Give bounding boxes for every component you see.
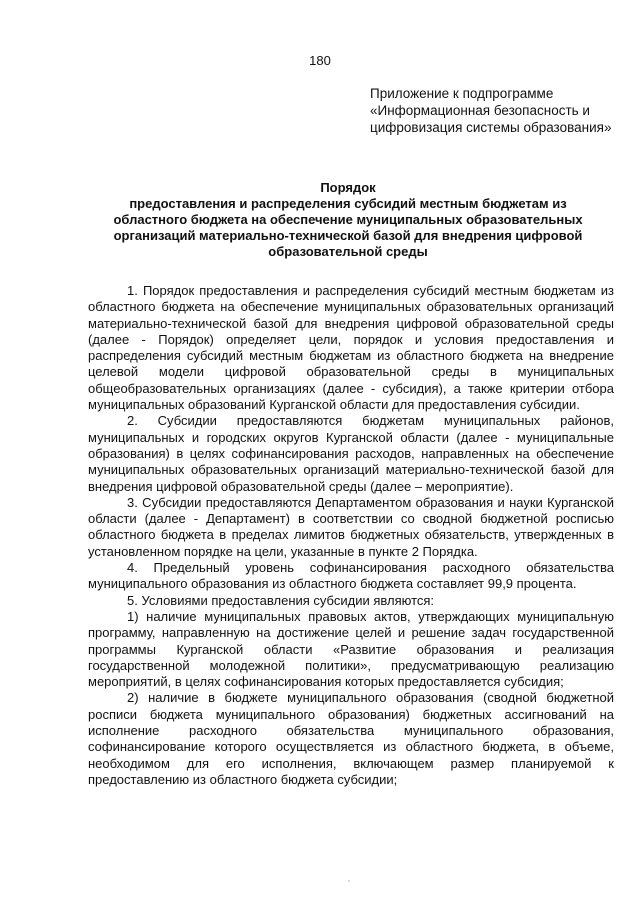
- document-body: [88, 283, 614, 788]
- paragraph-5: 5. Условиями предоставления субсидии являются:: [127, 592, 435, 608]
- title-line: образовательной среды: [268, 244, 428, 259]
- title-line: областного бюджета на обеспечение муниципальных образовательных: [113, 212, 583, 227]
- scan-speck: [348, 880, 350, 882]
- appendix-line: Приложение к подпрограмме: [370, 86, 554, 101]
- paragraph-3: 3. Субсидии предоставляются Департаментом образования и науки Курганской области (далее - Департамент) в соответствии со сводной бюджетной росписью областного бюджета в пределах лимитов бюджетных обязательств, утвержденных в установленном порядке на цели, указанные в пункте 2 Порядка.: [88, 494, 614, 559]
- title-line: предоставления и распределения субсидий местным бюджетам из: [129, 196, 567, 211]
- appendix-line: «Информационная безопасность и: [370, 103, 590, 118]
- subitem-2: 2) наличие в бюджете муниципального образования (сводной бюджетной росписи бюджета муниципального образования) бюджетных ассигнований на исполнение расходного обязательства муниципального образования, софинансирование которого осуществляется из областного бюджета, в объеме, необходимом для его исполнения, включающем размер планируемой к предоставлению из областного бюджета субсидии;: [88, 690, 614, 787]
- paragraph-4: 4. Предельный уровень софинансирования расходного обязательства муниципального образования из областного бюджета составляет 99,9 процента.: [88, 560, 614, 592]
- page-number: 180: [309, 53, 331, 68]
- title-heading: Порядок: [320, 180, 376, 195]
- appendix-line: цифровизация системы образования»: [370, 120, 612, 135]
- paragraph-1: 1. Порядок предоставления и распределения субсидий местным бюджетам из областного бюджета на обеспечение муниципальных образовательных организаций материально-технической базой для внедрения цифровой образовательной среды (далее - Порядок) определяет цели, порядок и условия предоставления и распределения субсидий местным бюджетам из областного бюджета на внедрение целевой модели цифровой образовательной среды в муниципальных общеобразовательных организациях (далее - субсидия), а также критерии отбора муниципальных образований Курганской области для предоставления субсидии.: [88, 283, 614, 413]
- document-title: [104, 180, 592, 260]
- subitem-1: 1) наличие муниципальных правовых актов, утверждающих муниципальную программу, направленную на достижение целей и решение задач государственной программы Курганской области «Развитие образования и реализация государственной молодежной политики», предусматривающую реализацию мероприятий, в целях софинансирования которых предоставляется субсидия;: [88, 608, 614, 690]
- appendix-note: [370, 85, 632, 136]
- title-line: организаций материально-технической базой для внедрения цифровой: [113, 228, 583, 243]
- paragraph-2: 2. Субсидии предоставляются бюджетам муниципальных районов, муниципальных и городских округов Курганской области (далее - муниципальные образования) в целях софинансирования расходов, направленных на обеспечение муниципальных образовательных организаций материально-технической базой для внедрения цифровой образовательной среды (далее – мероприятие).: [88, 413, 614, 494]
